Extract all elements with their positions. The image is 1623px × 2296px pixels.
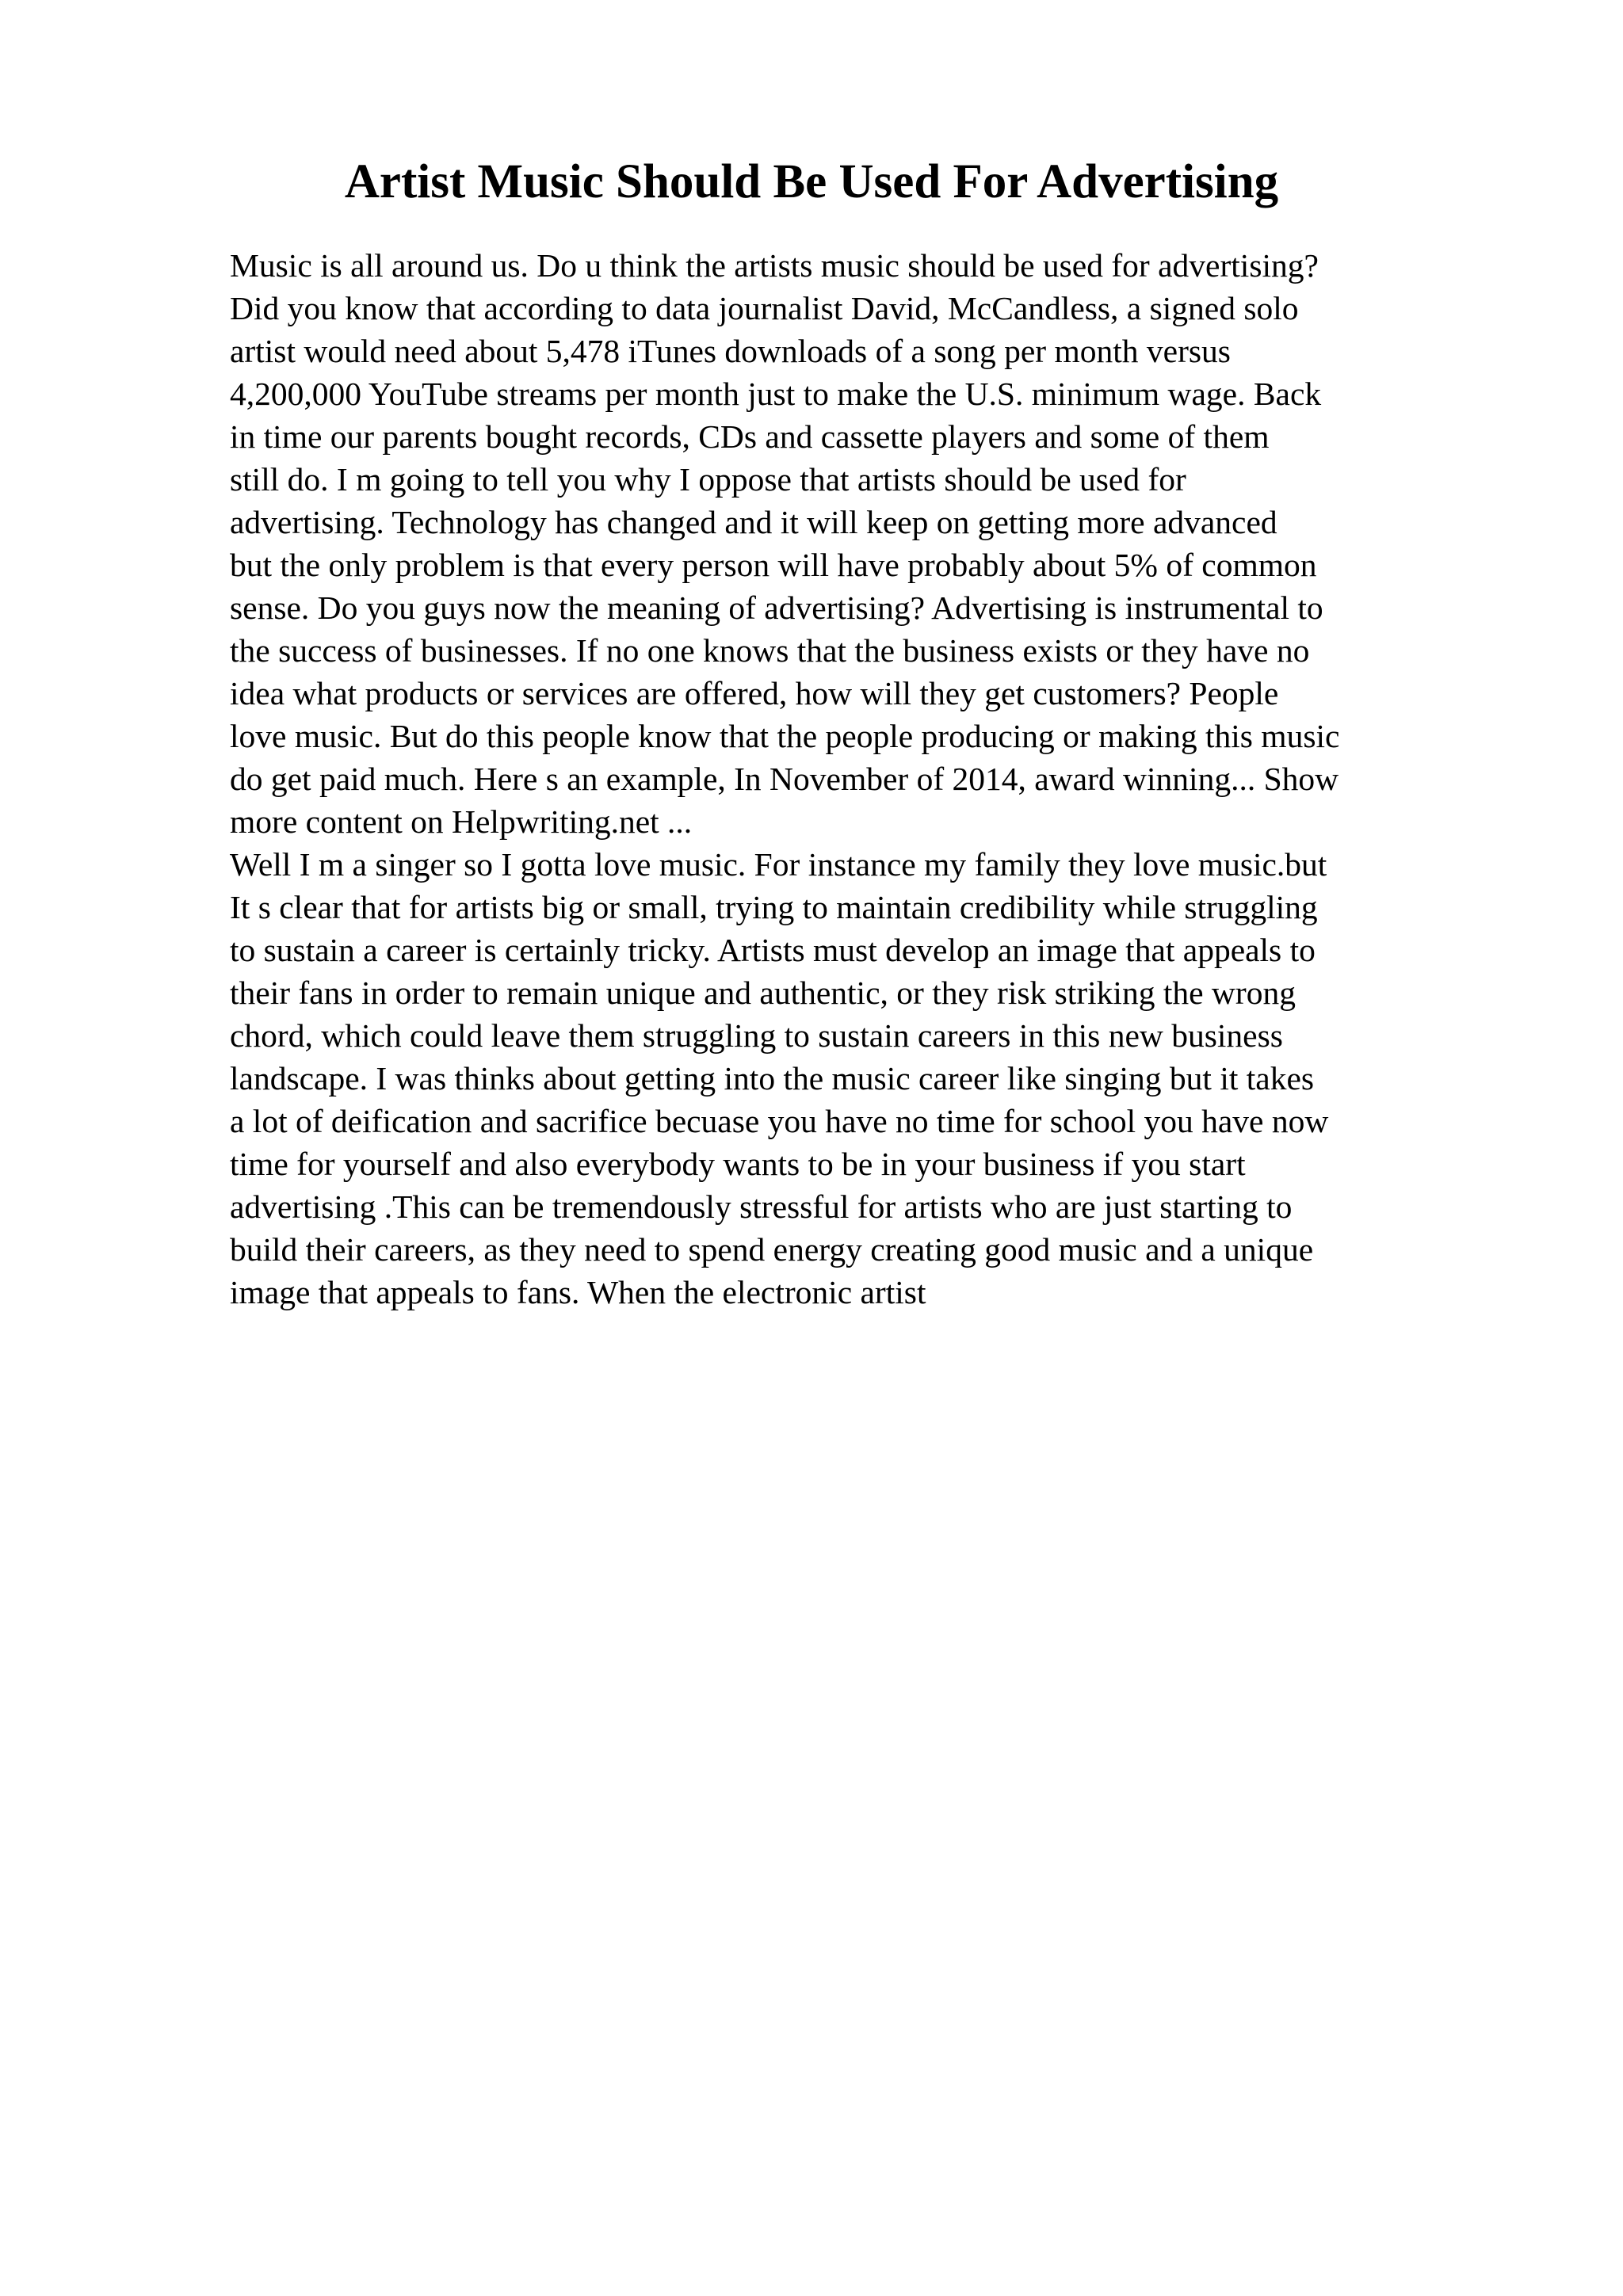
body-line: image that appeals to fans. When the electronic artist <box>230 1274 926 1310</box>
body-line: but the only problem is that every person will have probably about 5% of common <box>230 547 1317 583</box>
body-line: their fans in order to remain unique and authentic, or they risk striking the wrong <box>230 974 1296 1011</box>
body-line: Did you know that according to data journalist David, McCandless, a signed solo <box>230 290 1299 326</box>
document-body <box>230 244 1498 1314</box>
body-line: do get paid much. Here s an example, In November of 2014, award winning... Show <box>230 761 1339 797</box>
body-line: the success of businesses. If no one knows that the business exists or they have no <box>230 632 1310 669</box>
body-line: sense. Do you guys now the meaning of advertising? Advertising is instrumental to <box>230 589 1323 626</box>
body-line: advertising. Technology has changed and it will keep on getting more advanced <box>230 504 1277 540</box>
body-line: build their careers, as they need to spend energy creating good music and a unique <box>230 1231 1314 1268</box>
body-line: Music is all around us. Do u think the artists music should be used for advertising? <box>230 247 1319 284</box>
body-line: It s clear that for artists big or small, trying to maintain credibility while struggling <box>230 889 1318 925</box>
body-line: time for yourself and also everybody wants to be in your business if you start <box>230 1146 1246 1182</box>
body-line: advertising .This can be tremendously stressful for artists who are just starting to <box>230 1188 1293 1225</box>
body-line: chord, which could leave them struggling to sustain careers in this new business <box>230 1017 1283 1054</box>
body-line: more content on Helpwriting.net ... <box>230 803 693 840</box>
body-line: landscape. I was thinks about getting into the music career like singing but it takes <box>230 1060 1315 1097</box>
body-line: idea what products or services are offered, how will they get customers? People <box>230 675 1279 711</box>
body-line: artist would need about 5,478 iTunes downloads of a song per month versus <box>230 333 1231 369</box>
document-title: Artist Music Should Be Used For Advertising <box>344 155 1279 208</box>
body-line: still do. I m going to tell you why I oppose that artists should be used for <box>230 461 1186 498</box>
body-line: Well I m a singer so I gotta love music. For instance my family they love music.but <box>230 846 1327 883</box>
body-line: to sustain a career is certainly tricky. Artists must develop an image that appeals to <box>230 932 1316 968</box>
body-line: a lot of deification and sacrifice becuase you have no time for school you have now <box>230 1103 1329 1139</box>
body-line: in time our parents bought records, CDs and cassette players and some of them <box>230 418 1270 455</box>
body-line: 4,200,000 YouTube streams per month just to make the U.S. minimum wage. Back <box>230 376 1322 412</box>
body-line: love music. But do this people know that the people producing or making this music <box>230 718 1340 754</box>
